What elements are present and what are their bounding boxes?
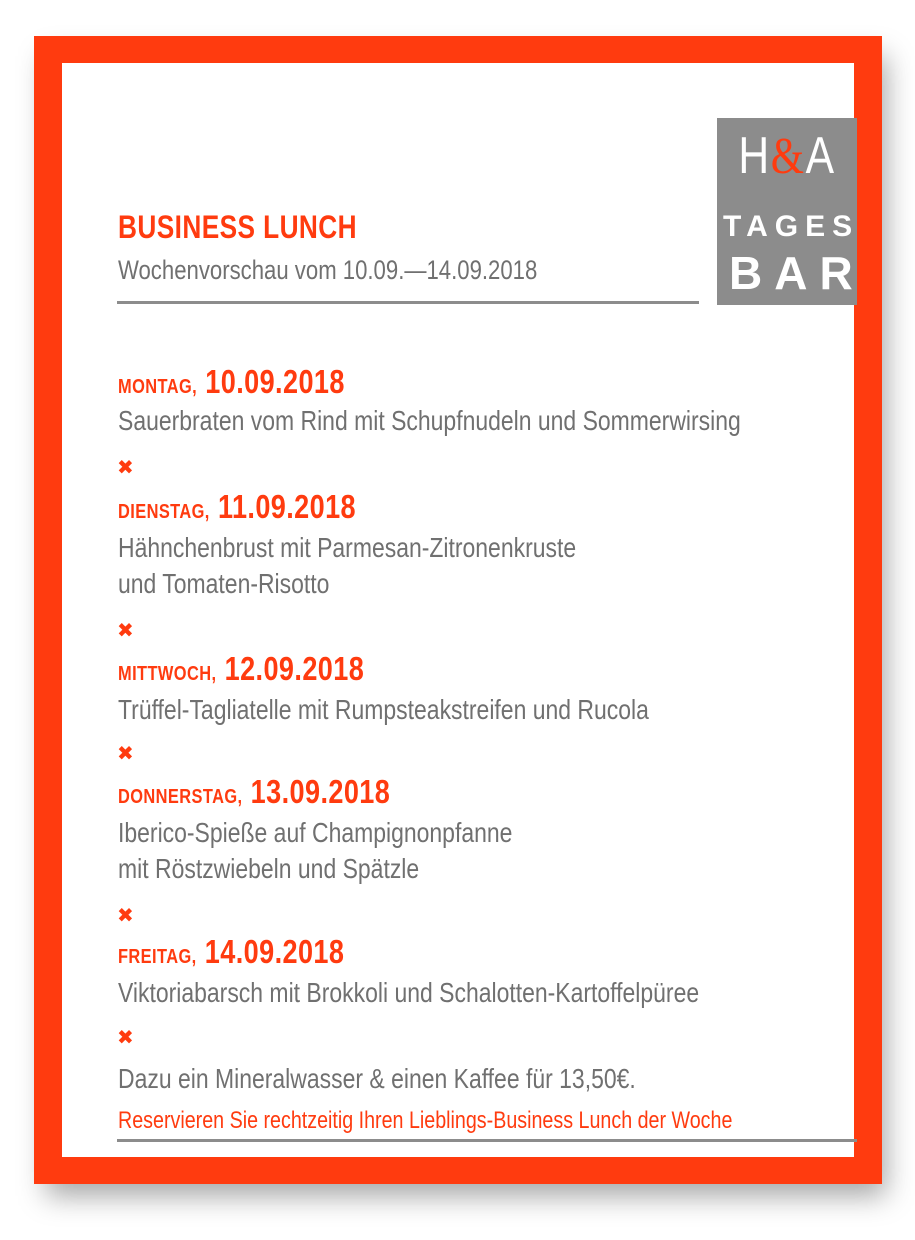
dish-wednesday [118, 692, 649, 728]
logo-bar: BAR [729, 247, 865, 299]
day-date: 13.09.2018 [250, 773, 391, 810]
dish-line: Hähnchenbrust mit Parmesan-Zitronenkruste [118, 532, 577, 563]
day-thursday [118, 773, 390, 811]
separator-x-icon: ✖ [117, 743, 134, 765]
day-date: 11.09.2018 [217, 488, 357, 525]
separator-x-icon: ✖ [117, 457, 134, 479]
included-drinks-note: Dazu ein Mineralwasser & einen Kaffee für 13,50€. [118, 1063, 636, 1094]
header-divider [117, 301, 699, 304]
dish-line: Sauerbraten vom Rind mit Schupfnudeln und Sommerwirsing [118, 405, 741, 436]
dish-tuesday [118, 530, 576, 602]
dish-line: Viktoriabarsch mit Brokkoli und Schalotten-Kartoffelpüree [118, 977, 700, 1008]
dish-thursday [118, 815, 512, 887]
logo-a: A [805, 127, 836, 185]
dish-friday [118, 975, 699, 1011]
day-monday [118, 363, 345, 401]
separator-x-icon: ✖ [117, 905, 134, 927]
separator-x-icon: ✖ [117, 620, 134, 642]
day-date: 14.09.2018 [204, 933, 345, 970]
logo-h: H [738, 127, 771, 185]
logo-amp: & [770, 128, 806, 185]
day-date: 12.09.2018 [224, 650, 365, 687]
menu-card [34, 36, 882, 1184]
dish-line: Trüffel-Tagliatelle mit Rumpsteakstreifen und Rucola [118, 694, 649, 725]
logo-ha [730, 126, 845, 186]
day-name: DONNERSTAG, [118, 786, 243, 808]
day-friday [118, 933, 344, 971]
day-wednesday [118, 650, 364, 688]
week-preview-subtitle: Wochenvorschau vom 10.09.—14.09.2018 [118, 255, 538, 285]
day-name: FREITAG, [118, 946, 197, 968]
page-title: BUSINESS LUNCH [118, 209, 358, 245]
dish-line: und Tomaten-Risotto [118, 568, 330, 599]
dish-monday [118, 403, 741, 439]
day-name: MITTWOCH, [118, 663, 217, 685]
menu-card-inner [62, 63, 865, 1157]
dish-line: mit Röstzwiebeln und Spätzle [118, 853, 420, 884]
ha-tagesbar-logo [717, 118, 865, 305]
footer-divider [117, 1139, 857, 1142]
day-tuesday [118, 488, 356, 526]
reservation-note: Reservieren Sie rechtzeitig Ihren Lieblings-Business Lunch der Woche [118, 1107, 733, 1134]
day-date: 10.09.2018 [205, 363, 345, 400]
day-name: MONTAG, [118, 376, 198, 398]
logo-tages: TAGES [723, 210, 860, 243]
day-name: DIENSTAG, [118, 501, 210, 523]
separator-x-icon: ✖ [117, 1027, 134, 1049]
dish-line: Iberico-Spieße auf Champignonpfanne [118, 817, 513, 848]
